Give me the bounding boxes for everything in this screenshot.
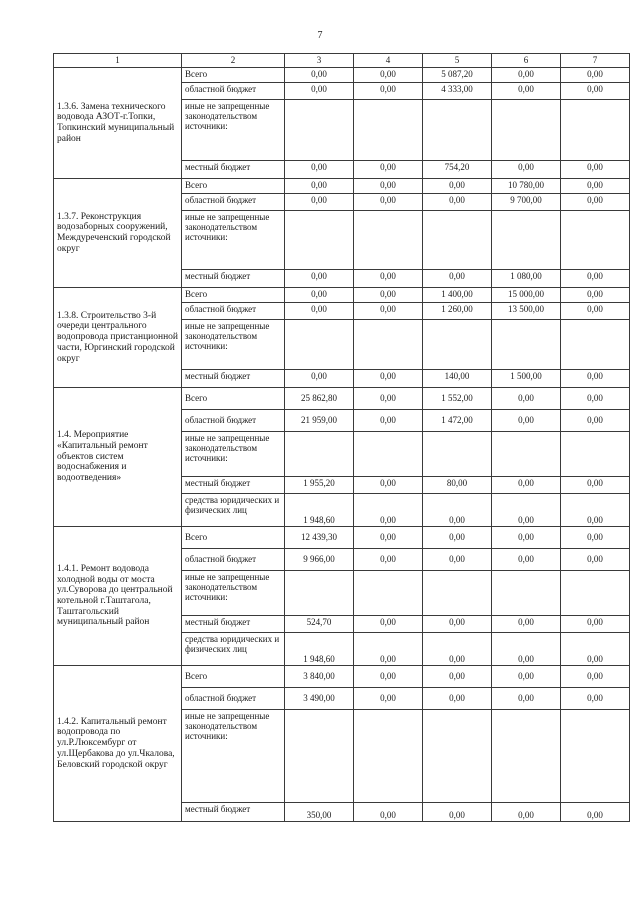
value-cell: 0,00 — [492, 494, 561, 527]
value-cell: 0,00 — [423, 179, 492, 194]
value-cell: 0,00 — [423, 688, 492, 710]
funding-source: областной бюджет — [182, 83, 285, 100]
value-cell — [423, 571, 492, 616]
value-cell: 0,00 — [423, 494, 492, 527]
funding-source: областной бюджет — [182, 549, 285, 571]
table-row — [54, 288, 630, 303]
value-cell: 0,00 — [354, 179, 423, 194]
value-cell: 0,00 — [354, 688, 423, 710]
value-cell: 0,00 — [423, 666, 492, 688]
table-row — [54, 666, 630, 688]
funding-source: областной бюджет — [182, 410, 285, 432]
value-cell: 0,00 — [561, 549, 630, 571]
funding-source: иные не запрещенные законодательством источники: — [182, 100, 285, 161]
value-cell — [492, 211, 561, 270]
funding-source: местный бюджет — [182, 161, 285, 179]
value-cell: 0,00 — [561, 179, 630, 194]
header-cell: 7 — [561, 54, 630, 68]
value-cell: 0,00 — [285, 179, 354, 194]
value-cell: 0,00 — [561, 688, 630, 710]
value-cell — [354, 320, 423, 370]
value-cell: 0,00 — [354, 666, 423, 688]
value-cell: 80,00 — [423, 477, 492, 494]
funding-source: Всего — [182, 527, 285, 549]
value-cell: 0,00 — [492, 666, 561, 688]
funding-source: местный бюджет — [182, 803, 285, 822]
value-cell: 0,00 — [285, 303, 354, 320]
table-row — [54, 68, 630, 83]
value-cell — [285, 710, 354, 803]
funding-source: иные не запрещенные законодательством источники: — [182, 211, 285, 270]
value-cell: 0,00 — [285, 161, 354, 179]
header-cell: 5 — [423, 54, 492, 68]
value-cell: 0,00 — [492, 388, 561, 410]
value-cell: 0,00 — [423, 616, 492, 633]
funding-source: Всего — [182, 179, 285, 194]
value-cell: 0,00 — [354, 477, 423, 494]
value-cell: 9 700,00 — [492, 194, 561, 211]
value-cell — [561, 710, 630, 803]
activity-name: 1.3.6. Замена технического водовода АЗОТ-г.Топки, Топкинский муниципальный район — [54, 68, 182, 179]
activity-name: 1.4.1. Ремонт водовода холодной воды от моста ул.Суворова до центральной котельной г.Таштагола, Таштагольский муниципальный район — [54, 527, 182, 666]
value-cell: 0,00 — [354, 633, 423, 666]
value-cell: 0,00 — [423, 549, 492, 571]
value-cell — [423, 100, 492, 161]
value-cell: 0,00 — [492, 549, 561, 571]
header-row — [54, 54, 630, 68]
funding-source: средства юридических и физических лиц — [182, 633, 285, 666]
header-cell: 1 — [54, 54, 182, 68]
value-cell — [423, 432, 492, 477]
value-cell: 0,00 — [285, 83, 354, 100]
value-cell: 0,00 — [561, 288, 630, 303]
value-cell: 1 955,20 — [285, 477, 354, 494]
value-cell: 0,00 — [354, 288, 423, 303]
table-row — [54, 527, 630, 549]
value-cell — [354, 571, 423, 616]
value-cell: 10 780,00 — [492, 179, 561, 194]
value-cell: 0,00 — [561, 803, 630, 822]
value-cell: 0,00 — [354, 549, 423, 571]
header-cell: 3 — [285, 54, 354, 68]
value-cell: 1 472,00 — [423, 410, 492, 432]
funding-source: местный бюджет — [182, 616, 285, 633]
value-cell: 0,00 — [492, 803, 561, 822]
funding-source: иные не запрещенные законодательством источники: — [182, 320, 285, 370]
value-cell — [285, 320, 354, 370]
value-cell: 0,00 — [561, 303, 630, 320]
value-cell: 1 948,60 — [285, 494, 354, 527]
value-cell — [492, 571, 561, 616]
value-cell: 0,00 — [285, 288, 354, 303]
value-cell: 0,00 — [285, 270, 354, 288]
funding-source: областной бюджет — [182, 303, 285, 320]
value-cell: 0,00 — [354, 527, 423, 549]
value-cell: 0,00 — [423, 527, 492, 549]
value-cell: 0,00 — [354, 494, 423, 527]
value-cell: 0,00 — [492, 477, 561, 494]
funding-source: иные не запрещенные законодательством источники: — [182, 710, 285, 803]
value-cell: 0,00 — [561, 388, 630, 410]
table-row — [54, 179, 630, 194]
value-cell — [423, 710, 492, 803]
funding-source: местный бюджет — [182, 270, 285, 288]
value-cell: 0,00 — [561, 616, 630, 633]
value-cell — [354, 211, 423, 270]
value-cell: 0,00 — [354, 83, 423, 100]
funding-source: средства юридических и физических лиц — [182, 494, 285, 527]
value-cell: 0,00 — [561, 161, 630, 179]
funding-source: местный бюджет — [182, 477, 285, 494]
value-cell: 0,00 — [492, 688, 561, 710]
value-cell — [561, 211, 630, 270]
header-cell: 6 — [492, 54, 561, 68]
header-cell: 4 — [354, 54, 423, 68]
value-cell: 0,00 — [492, 527, 561, 549]
value-cell: 5 087,20 — [423, 68, 492, 83]
value-cell: 0,00 — [492, 616, 561, 633]
activity-name: 1.3.7. Реконструкция водозаборных сооружений, Междуреченский городской округ — [54, 179, 182, 288]
value-cell: 0,00 — [561, 194, 630, 211]
header-cell: 2 — [182, 54, 285, 68]
value-cell: 25 862,80 — [285, 388, 354, 410]
value-cell: 0,00 — [423, 803, 492, 822]
value-cell — [354, 432, 423, 477]
value-cell: 0,00 — [423, 270, 492, 288]
value-cell: 1 080,00 — [492, 270, 561, 288]
funding-source: местный бюджет — [182, 370, 285, 388]
value-cell: 0,00 — [354, 388, 423, 410]
value-cell: 4 333,00 — [423, 83, 492, 100]
value-cell: 0,00 — [492, 633, 561, 666]
value-cell: 0,00 — [561, 666, 630, 688]
value-cell: 0,00 — [354, 616, 423, 633]
funding-source: иные не запрещенные законодательством источники: — [182, 432, 285, 477]
value-cell — [285, 100, 354, 161]
activity-name: 1.3.8. Строительство 3-й очереди центрального водопровода пристанционной части, Юргинский городской округ — [54, 288, 182, 388]
value-cell — [492, 432, 561, 477]
value-cell: 0,00 — [423, 633, 492, 666]
value-cell — [492, 100, 561, 161]
funding-source: Всего — [182, 666, 285, 688]
value-cell: 1 400,00 — [423, 288, 492, 303]
value-cell: 0,00 — [285, 194, 354, 211]
budget-table — [53, 53, 630, 822]
value-cell: 0,00 — [285, 370, 354, 388]
value-cell: 1 260,00 — [423, 303, 492, 320]
value-cell: 0,00 — [492, 161, 561, 179]
value-cell: 0,00 — [354, 370, 423, 388]
table-row — [54, 388, 630, 410]
value-cell — [285, 432, 354, 477]
value-cell: 0,00 — [561, 270, 630, 288]
value-cell: 350,00 — [285, 803, 354, 822]
value-cell: 0,00 — [354, 161, 423, 179]
value-cell: 0,00 — [354, 270, 423, 288]
value-cell: 754,20 — [423, 161, 492, 179]
value-cell — [285, 571, 354, 616]
value-cell: 0,00 — [561, 370, 630, 388]
value-cell: 12 439,30 — [285, 527, 354, 549]
funding-source: Всего — [182, 388, 285, 410]
value-cell: 0,00 — [492, 83, 561, 100]
funding-source: иные не запрещенные законодательством источники: — [182, 571, 285, 616]
funding-source: Всего — [182, 288, 285, 303]
value-cell: 0,00 — [561, 527, 630, 549]
value-cell: 0,00 — [354, 68, 423, 83]
value-cell: 1 948,60 — [285, 633, 354, 666]
value-cell — [492, 320, 561, 370]
value-cell — [354, 100, 423, 161]
value-cell — [561, 432, 630, 477]
value-cell: 0,00 — [561, 68, 630, 83]
value-cell: 0,00 — [354, 303, 423, 320]
value-cell — [285, 211, 354, 270]
value-cell: 0,00 — [561, 477, 630, 494]
value-cell: 15 000,00 — [492, 288, 561, 303]
value-cell — [423, 211, 492, 270]
funding-source: областной бюджет — [182, 194, 285, 211]
value-cell — [492, 710, 561, 803]
value-cell: 1 552,00 — [423, 388, 492, 410]
value-cell: 0,00 — [354, 194, 423, 211]
value-cell — [561, 100, 630, 161]
value-cell — [561, 571, 630, 616]
value-cell — [561, 320, 630, 370]
value-cell: 21 959,00 — [285, 410, 354, 432]
funding-source: областной бюджет — [182, 688, 285, 710]
page-number: 7 — [317, 30, 323, 41]
value-cell: 0,00 — [561, 410, 630, 432]
value-cell: 3 490,00 — [285, 688, 354, 710]
value-cell: 0,00 — [492, 68, 561, 83]
value-cell: 0,00 — [561, 494, 630, 527]
value-cell: 524,70 — [285, 616, 354, 633]
value-cell: 140,00 — [423, 370, 492, 388]
value-cell — [423, 320, 492, 370]
value-cell: 0,00 — [492, 410, 561, 432]
value-cell: 0,00 — [561, 633, 630, 666]
value-cell: 13 500,00 — [492, 303, 561, 320]
value-cell: 0,00 — [561, 83, 630, 100]
value-cell: 0,00 — [423, 194, 492, 211]
value-cell: 3 840,00 — [285, 666, 354, 688]
value-cell: 0,00 — [285, 68, 354, 83]
value-cell: 0,00 — [354, 803, 423, 822]
activity-name: 1.4.2. Капитальный ремонт водопровода по ул.Р.Люксембург от ул.Щербакова до ул.Чкалова, Беловский городской округ — [54, 666, 182, 822]
value-cell: 9 966,00 — [285, 549, 354, 571]
value-cell: 0,00 — [354, 410, 423, 432]
activity-name: 1.4. Мероприятие «Капитальный ремонт объектов систем водоснабжения и водоотведения» — [54, 388, 182, 527]
value-cell — [354, 710, 423, 803]
value-cell: 1 500,00 — [492, 370, 561, 388]
funding-source: Всего — [182, 68, 285, 83]
